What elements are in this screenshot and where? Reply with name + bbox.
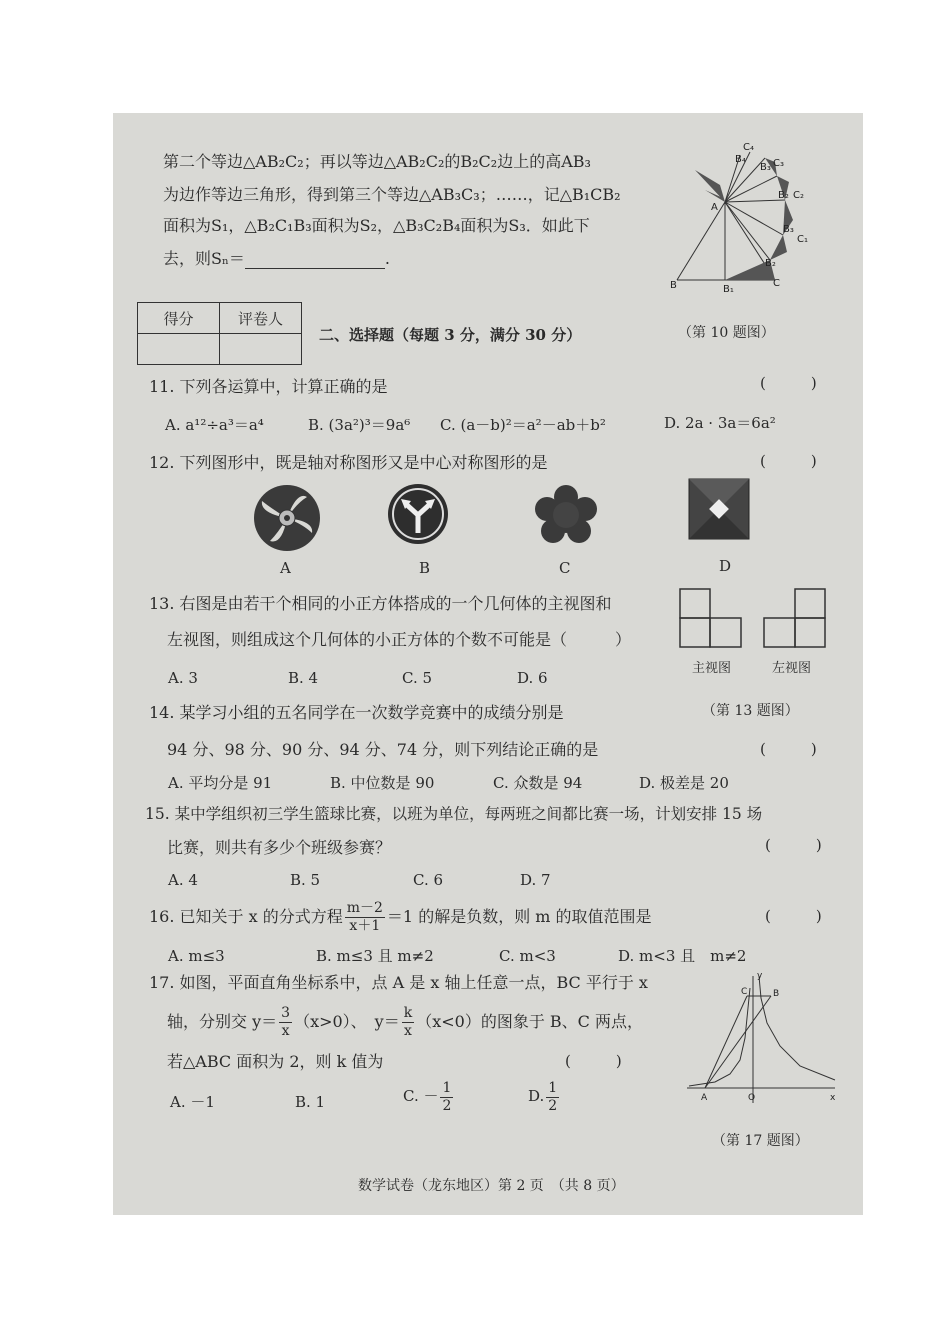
- q17-option-b: B. 1: [295, 1093, 326, 1111]
- q12-figure-a: [252, 483, 322, 553]
- q12-label-d: D: [719, 557, 732, 575]
- fig10-label-b4: B₄: [735, 154, 746, 165]
- q13-fig-caption: （第 13 题图）: [702, 703, 799, 719]
- fig10-label-c4: C₄: [743, 142, 754, 153]
- q16-fraction: [345, 900, 385, 935]
- fig10-label-b3b: B₃: [783, 224, 794, 235]
- q15-line1: 15. 某中学组织初三学生篮球比赛，以班为单位，每两班之间都比赛一场，计划安排 15 场: [145, 805, 763, 823]
- q17-f1-num: 3: [281, 1005, 291, 1021]
- fig10-label-b2a: B₂: [778, 190, 789, 201]
- fig17-label-b: B: [773, 989, 780, 999]
- q10-line4-end: .: [384, 249, 390, 268]
- q17-fraction-3x: [279, 1005, 292, 1040]
- q17-f2-num: k: [403, 1005, 413, 1021]
- q10-fig-caption: （第 10 题图）: [678, 325, 775, 341]
- fig10-label-c3: C₃: [773, 158, 784, 169]
- grader-label: 评卷人: [220, 303, 302, 334]
- q17-line2: [167, 1002, 643, 1042]
- q15-option-a: A. 4: [168, 871, 198, 889]
- q17-d-den: 2: [548, 1097, 558, 1114]
- q17-f1-den: x: [281, 1023, 290, 1039]
- score-table: [137, 302, 302, 365]
- q14-paren: ( ): [760, 740, 817, 758]
- q16-option-c: C. m<3: [499, 947, 556, 965]
- q16-frac-den: x＋1: [349, 918, 381, 934]
- q14-option-b: B. 中位数是 90: [330, 774, 435, 792]
- q17-fraction-kx: [402, 1005, 414, 1040]
- q17-d-num: 1: [548, 1079, 558, 1096]
- q17-option-d-fraction: [546, 1080, 559, 1115]
- q12-label-c: C: [559, 559, 571, 577]
- q14-line2: 94 分、98 分、90 分、94 分、74 分，则下列结论正确的是: [167, 740, 599, 759]
- q10-line4-text: 去，则Sₙ＝: [163, 249, 245, 268]
- q12-figure-d: [688, 478, 750, 540]
- q14-line1: 14. 某学习小组的五名同学在一次数学竞赛中的成绩分别是: [149, 703, 564, 722]
- q11-option-c: C. (a－b)²＝a²－ab＋b²: [440, 416, 606, 434]
- q11-stem: 11. 下列各运算中，计算正确的是: [149, 377, 388, 396]
- fig10-label-c2: C₂: [793, 190, 804, 201]
- q13-option-c: C. 5: [402, 669, 433, 687]
- q17-option-a: A. －1: [170, 1093, 215, 1111]
- q10-line3: 面积为S₁，△B₂C₁B₃面积为S₂，△B₃C₂B₄面积为S₃．如此下: [163, 216, 590, 235]
- q13-line2: 左视图，则组成这个几何体的小正方体的个数不可能是（ ）: [167, 630, 632, 649]
- fig10-label-b3a: B₃: [760, 162, 771, 173]
- q17-c-num: 1: [442, 1079, 452, 1096]
- fig17-label-x: x: [830, 1093, 836, 1103]
- q15-option-c: C. 6: [413, 871, 444, 889]
- q17-option-c-prefix: C. －: [403, 1087, 439, 1105]
- q12-paren: ( ): [760, 452, 817, 470]
- q17-line1: 17. 如图，平面直角坐标系中，点 A 是 x 轴上任意一点，BC 平行于 x: [149, 973, 648, 992]
- q16-paren: ( ): [765, 907, 822, 925]
- q14-option-a: A. 平均分是 91: [168, 774, 273, 792]
- fig17-label-o: O: [748, 1093, 756, 1103]
- q14-option-d: D. 极差是 20: [639, 774, 729, 792]
- q17-paren: ( ): [565, 1052, 622, 1070]
- score-cell: [138, 334, 220, 365]
- q16-option-d: D. m<3 且 m≠2: [618, 947, 747, 965]
- q13-option-a: A. 3: [168, 669, 198, 687]
- q17-line2-b: （x>0）、 y＝: [294, 1012, 400, 1031]
- grader-cell: [220, 334, 302, 365]
- q17-fig-caption: （第 17 题图）: [712, 1133, 809, 1149]
- q11-option-b: B. (3a²)³＝9a⁶: [308, 416, 411, 434]
- q16-stem-b: ＝1 的解是负数，则 m 的取值范围是: [386, 907, 652, 926]
- q17-option-c-fraction: [440, 1080, 453, 1115]
- section-title: 二、选择题（每题 3 分，满分 30 分）: [319, 326, 582, 344]
- q13-option-d: D. 6: [517, 669, 548, 687]
- q17-c-den: 2: [442, 1097, 452, 1114]
- fig17-label-y: y: [757, 971, 763, 981]
- q12-stem: 12. 下列图形中，既是轴对称图形又是中心对称图形的是: [149, 453, 548, 472]
- q16-stem-a: 16. 已知关于 x 的分式方程: [149, 907, 343, 926]
- page-footer: 数学试卷（龙东地区）第 2 页 （共 8 页）: [358, 1178, 625, 1194]
- q17-f2-den: x: [404, 1023, 412, 1039]
- score-label: 得分: [138, 303, 220, 334]
- fig10-label-c1: C₁: [797, 234, 808, 245]
- q10-figure: [665, 140, 830, 295]
- q16-stem: [149, 897, 652, 937]
- q13-option-b: B. 4: [288, 669, 319, 687]
- q16-option-b: B. m≤3 且 m≠2: [316, 947, 434, 965]
- q12-label-a: A: [280, 559, 291, 577]
- q17-option-d: [528, 1076, 561, 1116]
- fig10-label-a: A: [711, 202, 718, 213]
- q13-left-label: 左视图: [772, 661, 812, 676]
- q17-line2-c: （x<0）的图象于 B、C 两点，: [416, 1012, 643, 1031]
- q11-paren: ( ): [760, 374, 817, 392]
- q17-line2-a: 轴，分别交 y＝: [167, 1012, 278, 1031]
- answer-blank: [245, 254, 385, 269]
- fig10-label-b: B: [670, 280, 677, 291]
- q11-option-d: D. 2a · 3a＝6a²: [664, 414, 776, 432]
- q10-line1: 第二个等边△AB₂C₂；再以等边△AB₂C₂的B₂C₂边上的高AB₃: [163, 152, 591, 171]
- q15-option-b: B. 5: [290, 871, 321, 889]
- q13-front-view: [678, 587, 744, 649]
- q10-line4: [163, 249, 390, 269]
- q17-line3: 若△ABC 面积为 2，则 k 值为: [167, 1052, 384, 1071]
- q10-line2: 为边作等边三角形，得到第三个等边△AB₃C₃；……，记△B₁CB₂: [163, 185, 621, 204]
- q12-label-b: B: [419, 559, 431, 577]
- q17-option-c: [403, 1076, 455, 1116]
- fig17-label-a: A: [701, 1093, 708, 1103]
- q13-line1: 13. 右图是由若干个相同的小正方体搭成的一个几何体的主视图和: [149, 594, 612, 613]
- q17-figure: [685, 968, 845, 1108]
- q17-option-d-prefix: D.: [528, 1087, 545, 1105]
- q15-paren: ( ): [765, 836, 822, 854]
- q13-left-view: [762, 587, 828, 649]
- fig10-label-b1: B₁: [723, 284, 734, 295]
- q14-option-c: C. 众数是 94: [493, 774, 583, 792]
- fig10-label-b2b: B₂: [765, 258, 776, 269]
- q15-line2: 比赛，则共有多少个班级参赛？: [167, 838, 392, 857]
- fig10-label-c: C: [773, 278, 780, 289]
- q12-figure-b: [387, 483, 449, 545]
- q11-option-a: A. a¹²÷a³＝a⁴: [165, 416, 264, 434]
- q16-frac-num: m－2: [346, 900, 383, 916]
- q12-figure-c: [535, 485, 597, 545]
- q15-option-d: D. 7: [520, 871, 551, 889]
- q16-option-a: A. m≤3: [168, 947, 225, 965]
- fig17-label-c: C: [741, 987, 748, 997]
- q13-front-label: 主视图: [692, 661, 732, 676]
